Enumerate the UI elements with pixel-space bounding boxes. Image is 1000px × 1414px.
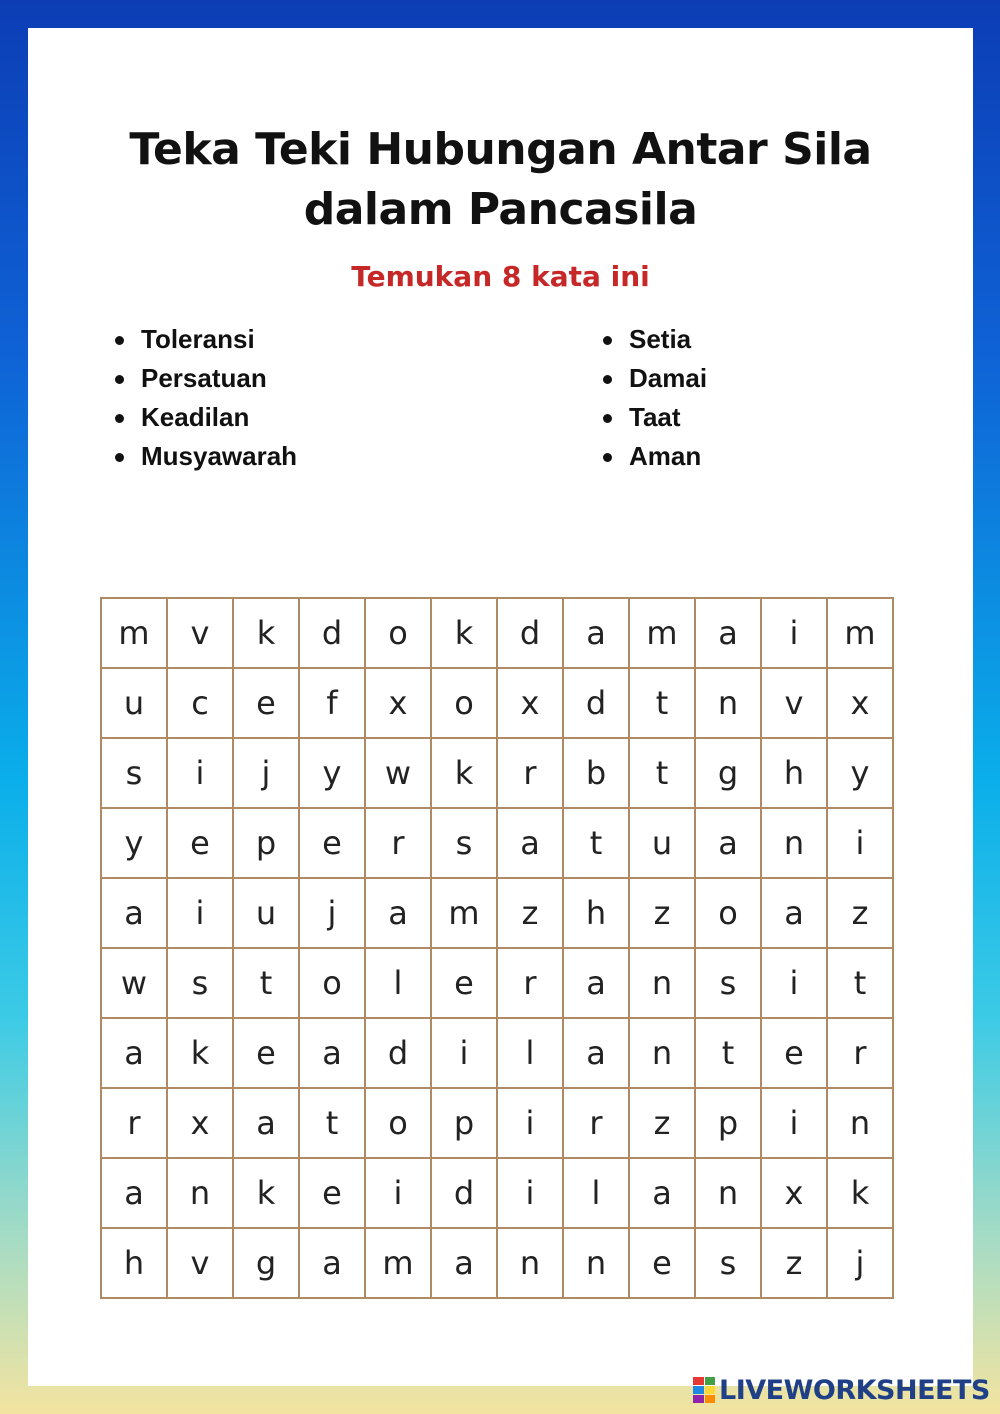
grid-cell[interactable]: n (563, 1228, 629, 1298)
word-item: Aman (603, 437, 707, 476)
grid-cell[interactable]: r (101, 1088, 167, 1158)
grid-cell[interactable]: k (827, 1158, 893, 1228)
grid-cell[interactable]: a (695, 598, 761, 668)
grid-cell[interactable]: z (827, 878, 893, 948)
grid-cell[interactable]: n (695, 668, 761, 738)
grid-cell[interactable]: t (299, 1088, 365, 1158)
grid-cell[interactable]: w (101, 948, 167, 1018)
grid-cell[interactable]: n (827, 1088, 893, 1158)
grid-cell[interactable]: z (629, 1088, 695, 1158)
grid-cell[interactable]: d (497, 598, 563, 668)
grid-cell[interactable]: s (431, 808, 497, 878)
grid-cell[interactable]: i (167, 738, 233, 808)
grid-cell[interactable]: k (167, 1018, 233, 1088)
grid-cell[interactable]: k (431, 738, 497, 808)
grid-cell[interactable]: y (827, 738, 893, 808)
grid-cell[interactable]: d (431, 1158, 497, 1228)
grid-cell[interactable]: i (761, 598, 827, 668)
grid-cell[interactable]: e (233, 668, 299, 738)
grid-cell[interactable]: w (365, 738, 431, 808)
grid-cell[interactable]: a (563, 1018, 629, 1088)
grid-cell[interactable]: e (761, 1018, 827, 1088)
logo-text: LIVEWORKSHEETS (719, 1374, 990, 1406)
grid-cell[interactable]: e (299, 808, 365, 878)
grid-cell[interactable]: i (497, 1088, 563, 1158)
grid-cell[interactable]: e (629, 1228, 695, 1298)
word-list-left (115, 320, 297, 476)
grid-cell[interactable]: n (629, 1018, 695, 1088)
grid-row (101, 668, 893, 738)
grid-cell[interactable]: u (629, 808, 695, 878)
grid-cell[interactable]: a (563, 598, 629, 668)
liveworksheets-logo (693, 1374, 990, 1406)
grid-cell[interactable]: r (497, 738, 563, 808)
grid-cell[interactable]: t (827, 948, 893, 1018)
liveworksheets-logo-icon (693, 1377, 715, 1403)
word-item: Setia (603, 320, 707, 359)
grid-cell[interactable]: i (827, 808, 893, 878)
grid-cell[interactable]: r (497, 948, 563, 1018)
grid-cell[interactable]: s (695, 1228, 761, 1298)
grid-cell[interactable]: a (233, 1088, 299, 1158)
grid-cell[interactable]: s (167, 948, 233, 1018)
grid-cell[interactable]: z (629, 878, 695, 948)
grid-cell[interactable]: a (497, 808, 563, 878)
title-line-1: Teka Teki Hubungan Antar Sila (129, 124, 872, 175)
grid-cell[interactable]: n (167, 1158, 233, 1228)
logo-block (705, 1386, 716, 1394)
grid-cell[interactable]: a (431, 1228, 497, 1298)
grid-cell[interactable]: t (233, 948, 299, 1018)
grid-cell[interactable]: k (431, 598, 497, 668)
grid-cell[interactable]: i (365, 1158, 431, 1228)
grid-cell[interactable]: j (299, 878, 365, 948)
grid-row (101, 1158, 893, 1228)
grid-row (101, 878, 893, 948)
grid-cell[interactable]: v (167, 598, 233, 668)
grid-cell[interactable]: g (233, 1228, 299, 1298)
grid-cell[interactable]: h (761, 738, 827, 808)
grid-cell[interactable]: e (167, 808, 233, 878)
grid-cell[interactable]: o (365, 1088, 431, 1158)
word-item: Taat (603, 398, 707, 437)
logo-block (693, 1386, 704, 1394)
grid-cell[interactable]: f (299, 668, 365, 738)
grid-cell[interactable]: a (695, 808, 761, 878)
grid-cell[interactable]: n (695, 1158, 761, 1228)
grid-cell[interactable]: a (761, 878, 827, 948)
logo-block (693, 1377, 704, 1385)
grid-row (101, 948, 893, 1018)
title-line-2: dalam Pancasila (303, 184, 698, 235)
grid-cell[interactable]: x (497, 668, 563, 738)
grid-cell[interactable]: u (233, 878, 299, 948)
word-list-right (603, 320, 707, 476)
grid-cell[interactable]: z (497, 878, 563, 948)
grid-cell[interactable]: h (101, 1228, 167, 1298)
grid-cell[interactable]: x (167, 1088, 233, 1158)
grid-cell[interactable]: e (431, 948, 497, 1018)
grid-cell[interactable]: a (101, 878, 167, 948)
grid-cell[interactable]: d (365, 1018, 431, 1088)
grid-row (101, 1018, 893, 1088)
grid-cell[interactable]: m (101, 598, 167, 668)
grid-cell[interactable]: z (761, 1228, 827, 1298)
grid-cell[interactable]: i (761, 1088, 827, 1158)
grid-cell[interactable]: l (563, 1158, 629, 1228)
worksheet-title (28, 120, 973, 240)
grid-cell[interactable]: x (365, 668, 431, 738)
grid-cell[interactable]: p (233, 808, 299, 878)
grid-cell[interactable]: d (299, 598, 365, 668)
grid-cell[interactable]: s (695, 948, 761, 1018)
grid-cell[interactable]: a (365, 878, 431, 948)
grid-cell[interactable]: v (761, 668, 827, 738)
grid-cell[interactable]: e (233, 1018, 299, 1088)
grid-cell[interactable]: m (629, 598, 695, 668)
grid-cell[interactable]: o (365, 598, 431, 668)
grid-cell[interactable]: r (365, 808, 431, 878)
grid-cell[interactable]: m (431, 878, 497, 948)
word-item: Persatuan (115, 359, 297, 398)
grid-cell[interactable]: i (497, 1158, 563, 1228)
grid-cell[interactable]: i (761, 948, 827, 1018)
grid-cell[interactable]: y (299, 738, 365, 808)
grid-cell[interactable]: d (563, 668, 629, 738)
grid-cell[interactable]: y (101, 808, 167, 878)
grid-cell[interactable]: p (431, 1088, 497, 1158)
grid-cell[interactable]: i (167, 878, 233, 948)
grid-cell[interactable]: o (695, 878, 761, 948)
grid-cell[interactable]: m (827, 598, 893, 668)
grid-cell[interactable]: l (497, 1018, 563, 1088)
grid-cell[interactable]: h (563, 878, 629, 948)
grid-cell[interactable]: m (365, 1228, 431, 1298)
grid-row (101, 598, 893, 668)
grid-cell[interactable]: s (101, 738, 167, 808)
grid-cell[interactable]: r (827, 1018, 893, 1088)
word-item: Toleransi (115, 320, 297, 359)
grid-cell[interactable]: t (629, 668, 695, 738)
instruction-subtitle: Temukan 8 kata ini (351, 260, 650, 293)
grid-cell[interactable]: e (299, 1158, 365, 1228)
word-item: Damai (603, 359, 707, 398)
grid-cell[interactable]: b (563, 738, 629, 808)
grid-cell[interactable]: g (695, 738, 761, 808)
grid-cell[interactable]: r (563, 1088, 629, 1158)
grid-cell[interactable]: a (563, 948, 629, 1018)
logo-block (705, 1395, 716, 1403)
worksheet-page (28, 28, 973, 1386)
grid-cell[interactable]: k (233, 1158, 299, 1228)
grid-cell[interactable]: v (167, 1228, 233, 1298)
grid-cell[interactable]: u (101, 668, 167, 738)
word-item: Musyawarah (115, 437, 297, 476)
grid-cell[interactable]: k (233, 598, 299, 668)
logo-block (693, 1395, 704, 1403)
grid-cell[interactable]: t (695, 1018, 761, 1088)
grid-cell[interactable]: p (695, 1088, 761, 1158)
grid-cell[interactable]: a (101, 1158, 167, 1228)
grid-cell[interactable]: t (563, 808, 629, 878)
grid-cell[interactable]: t (629, 738, 695, 808)
word-item: Keadilan (115, 398, 297, 437)
grid-cell[interactable]: n (629, 948, 695, 1018)
grid-row (101, 1088, 893, 1158)
grid-cell[interactable]: c (167, 668, 233, 738)
grid-cell[interactable]: a (299, 1228, 365, 1298)
grid-row (101, 738, 893, 808)
grid-cell[interactable]: n (497, 1228, 563, 1298)
grid-cell[interactable]: a (101, 1018, 167, 1088)
grid-cell[interactable]: i (431, 1018, 497, 1088)
grid-cell[interactable]: o (431, 668, 497, 738)
grid-cell[interactable]: x (827, 668, 893, 738)
grid-cell[interactable]: n (761, 808, 827, 878)
grid-cell[interactable]: j (827, 1228, 893, 1298)
grid-cell[interactable]: j (233, 738, 299, 808)
grid-cell[interactable]: a (629, 1158, 695, 1228)
grid-cell[interactable]: x (761, 1158, 827, 1228)
grid-row (101, 1228, 893, 1298)
grid-cell[interactable]: o (299, 948, 365, 1018)
grid-cell[interactable]: l (365, 948, 431, 1018)
word-search-grid (100, 597, 894, 1299)
grid-cell[interactable]: a (299, 1018, 365, 1088)
grid-row (101, 808, 893, 878)
logo-block (705, 1377, 716, 1385)
